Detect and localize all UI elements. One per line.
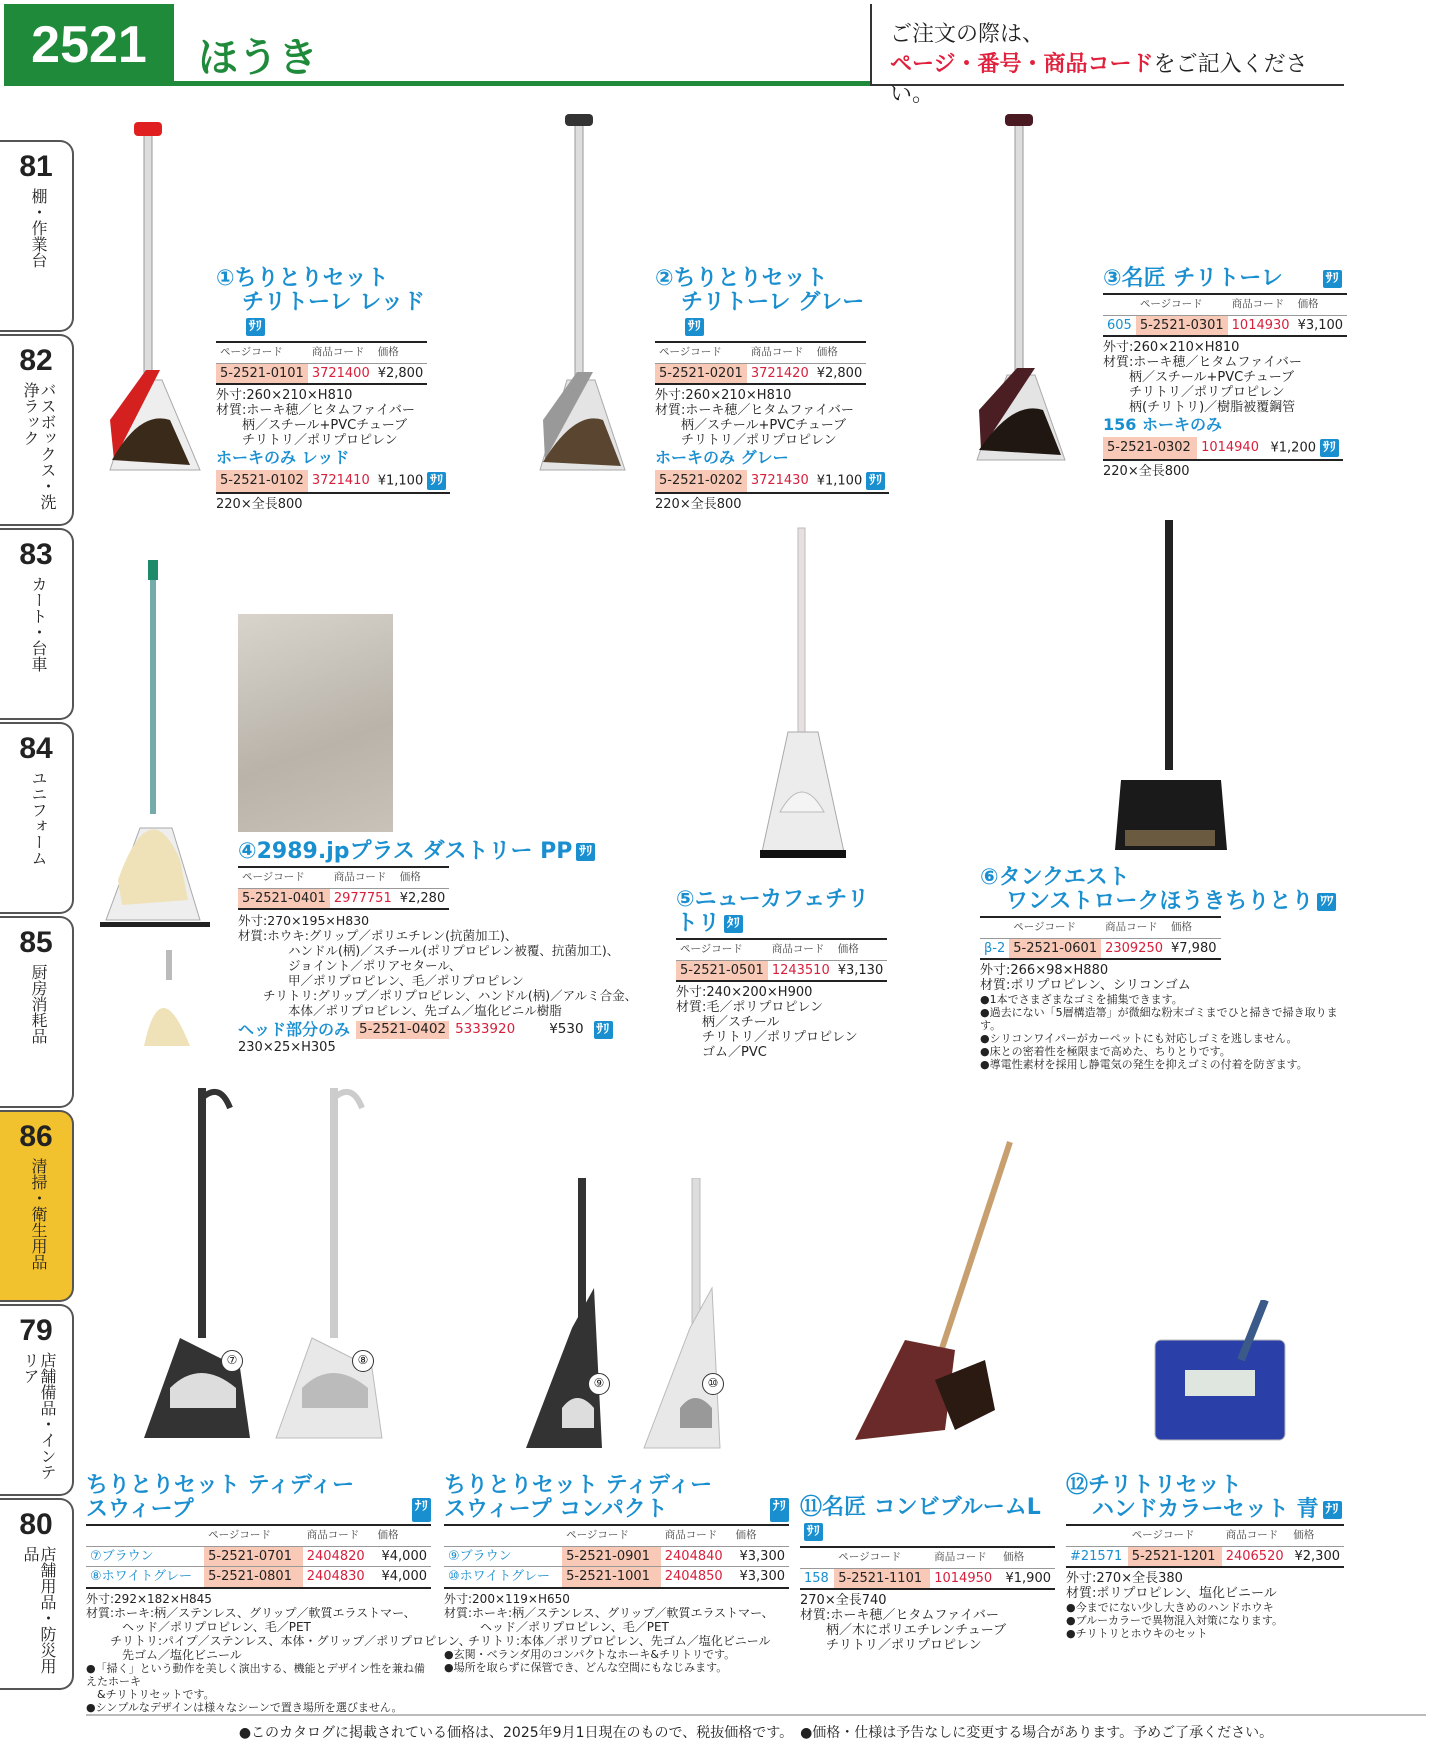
product-code: 2404820	[303, 1546, 374, 1567]
price: ¥1,200	[1270, 440, 1316, 456]
th-price: 価格	[1167, 917, 1221, 938]
price: ¥1,900	[999, 1568, 1055, 1589]
product-9-10-title2-text: スウィープ コンパクト	[444, 1497, 668, 1522]
note: ●導電性素材を採用し静電気の発生を抑えゴミの付着を防ぎます。	[980, 1058, 1308, 1071]
price: ¥1,100	[377, 473, 424, 489]
product-1-title2-text: チリトーレ レッド	[242, 290, 425, 315]
product-image-1	[100, 120, 210, 480]
table-row	[1103, 437, 1343, 460]
product-9-10	[444, 1474, 789, 1674]
color-variant: ⑩ホワイトグレー	[444, 1567, 562, 1588]
page-code: 5-2521-1101	[834, 1568, 930, 1589]
th-page: ページコード	[1136, 294, 1228, 315]
table-row	[86, 1546, 431, 1567]
note: ●1本でさまざまなゴミを捕集できます。	[980, 993, 1183, 1006]
th-blank	[1103, 294, 1136, 315]
product-1-sub: ホーキのみ レッド	[216, 448, 350, 467]
product-3-spec: 外寸:260×210×H810 材質:ホーキ穂／ヒタムファイバー 柄／スチール+PVCチューブ チリトリ／ポリプロピレン 柄(チリトリ)／樹脂被覆鋼管	[1103, 340, 1302, 415]
product-12-notes	[1066, 1601, 1344, 1640]
tab-number: 85	[19, 926, 53, 959]
price: ¥4,000	[374, 1546, 431, 1567]
price: ¥3,300	[732, 1567, 789, 1588]
note: ●玄関・ベランダ用のコンパクトなホーキ&チリトリです。	[444, 1647, 736, 1661]
note: ●シンプルなデザインは様々なシーンで置き場所を選びません。	[86, 1700, 403, 1714]
product-5-title	[676, 888, 881, 936]
badge-icon: ﾅﾘ	[770, 1498, 789, 1522]
product-5-title-text: ⑤ニューカフェチリトリ	[676, 887, 870, 936]
price: ¥3,300	[732, 1546, 789, 1567]
page-code: 5-2521-0302	[1103, 437, 1197, 460]
product-image-7	[140, 1088, 260, 1458]
usage-photo	[238, 614, 393, 832]
table-row	[86, 1567, 431, 1588]
model-number: 158	[800, 1568, 834, 1589]
th-price: 価格	[999, 1547, 1055, 1568]
product-11-title-text: ⑪名匠 コンビブルームL	[800, 1495, 1041, 1520]
th-code: 商品コード	[1228, 294, 1294, 315]
product-code: 1243510	[768, 960, 834, 981]
product-3-sub-spec: 220×全長800	[1103, 464, 1190, 479]
page-number: 2521	[4, 4, 174, 86]
product-11-title	[800, 1496, 1055, 1544]
product-6-spec: 外寸:266×98×H880 材質:ポリプロピレン、シリコンゴム	[980, 963, 1191, 993]
th-code: 商品コード	[1101, 917, 1167, 938]
product-5	[676, 887, 884, 1060]
product-5-table	[676, 938, 887, 982]
tab-84[interactable]	[0, 722, 74, 914]
badge-icon: ﾅﾘ	[1323, 1501, 1342, 1519]
price: ¥2,800	[374, 363, 428, 384]
product-9-10-title2	[444, 1498, 789, 1522]
product-7-8-table	[86, 1524, 431, 1589]
tab-86[interactable]	[0, 1110, 74, 1302]
price-cell	[813, 470, 890, 493]
product-code: 5333920	[455, 1021, 516, 1038]
page-code: 5-2521-0401	[238, 888, 330, 909]
th-blank	[86, 1525, 204, 1546]
product-4-sub-spec: 230×25×H305	[238, 1040, 336, 1055]
product-image-3	[965, 110, 1075, 470]
th-price: 価格	[374, 342, 428, 363]
product-3-table	[1103, 293, 1347, 337]
order-note-rest: をご記入ください。	[890, 52, 1308, 107]
head-only-image	[140, 950, 196, 1050]
product-4-title-text: ④2989.jpプラス ダストリー PP	[238, 839, 573, 864]
tab-number: 83	[19, 538, 53, 571]
price-cell	[1265, 437, 1343, 460]
th-code: 商品コード	[303, 1525, 374, 1546]
tab-label: バスボックス・洗浄ラック	[21, 382, 57, 510]
th-code: 商品コード	[1222, 1525, 1289, 1546]
tab-79[interactable]	[0, 1304, 74, 1496]
product-code: 1014940	[1197, 437, 1265, 460]
product-9-10-table	[444, 1524, 789, 1589]
product-1-title2	[216, 291, 426, 339]
badge-icon: ﾜﾜ	[1317, 893, 1336, 911]
product-9-10-notes	[444, 1648, 789, 1674]
product-12-title2	[1066, 1498, 1344, 1522]
th-price: 価格	[834, 939, 888, 960]
product-2-spec: 外寸:260×210×H810 材質:ホーキ穂／ヒタムファイバー 柄／スチール+PVCチューブ チリトリ／ポリプロピレン	[655, 388, 854, 448]
tab-label: 店舗用品・防災用品	[21, 1546, 57, 1674]
price: ¥530	[549, 1021, 584, 1038]
product-6-table	[980, 916, 1221, 960]
note: ●「掃く」という動作を美しく演出する、機能とデザイン性を兼ね備えたホーキ	[86, 1661, 425, 1688]
th-page: ページコード	[1009, 917, 1101, 938]
product-6-title2-text: ワンストロークほうきちりとり	[1006, 889, 1314, 914]
note: ●今までにない少し大きめのハンドホウキ	[1066, 1601, 1274, 1614]
product-7-8	[86, 1473, 471, 1714]
th-blank	[980, 917, 1009, 938]
th-page: ページコード	[676, 939, 768, 960]
th-code: 商品コード	[661, 1525, 732, 1546]
table-row	[1103, 315, 1347, 336]
tab-83[interactable]	[0, 528, 74, 720]
product-6-title2	[980, 890, 1340, 914]
th-page: ページコード	[562, 1525, 661, 1546]
badge-icon: ｻﾘ	[804, 1523, 823, 1541]
product-1-spec: 外寸:260×210×H810 材質:ホーキ穂／ヒタムファイバー 柄／スチール+PVCチューブ チリトリ／ポリプロピレン	[216, 388, 415, 448]
badge-icon: ﾅﾘ	[412, 1498, 431, 1522]
product-4-sub: ヘッド部分のみ	[238, 1020, 351, 1039]
product-2	[655, 266, 883, 512]
th-price: 価格	[374, 1525, 431, 1546]
product-1-sub-table	[216, 470, 450, 494]
tab-80[interactable]	[0, 1498, 74, 1690]
product-1-sub-spec: 220×全長800	[216, 497, 303, 512]
table-row	[676, 960, 887, 981]
product-image-9	[522, 1178, 612, 1458]
product-code: 2406520	[1222, 1546, 1289, 1567]
product-code: 3721410	[308, 470, 374, 493]
product-2-sub: ホーキのみ グレー	[655, 448, 789, 467]
th-price: 価格	[396, 867, 450, 888]
product-12-title1: ⑫チリトリセット	[1066, 1473, 1242, 1498]
product-11	[800, 1496, 1055, 1653]
th-price: 価格	[1294, 294, 1348, 315]
product-code: 1014950	[930, 1568, 999, 1589]
tab-85[interactable]	[0, 916, 74, 1108]
product-code: 1014930	[1228, 315, 1294, 336]
page-code: 5-2521-1001	[562, 1567, 661, 1588]
badge-icon: ﾀﾘ	[724, 915, 743, 933]
th-page: ページコード	[1128, 1525, 1222, 1546]
product-11-spec: 270×全長740 材質:ホーキ穂／ヒタムファイバー 柄／木にポリエチレンチューブ チリトリ／ポリプロピレン	[800, 1593, 1007, 1653]
label-10: ⑩	[702, 1373, 724, 1395]
table-row	[216, 363, 427, 384]
tab-label: 店舗備品・インテリア	[21, 1352, 57, 1480]
tab-number: 84	[19, 732, 53, 765]
table-row	[655, 363, 866, 384]
product-3-title	[1103, 267, 1343, 291]
product-3	[1103, 267, 1343, 479]
page-code: 5-2521-0501	[676, 960, 768, 981]
product-12-table	[1066, 1524, 1344, 1568]
product-2-table	[655, 341, 866, 385]
th-price: 価格	[1289, 1525, 1344, 1546]
page-code: 5-2521-0402	[356, 1021, 449, 1039]
product-code: 2404830	[303, 1567, 374, 1588]
product-3-title-text: ③名匠 チリトーレ	[1103, 266, 1283, 291]
th-page: ページコード	[238, 867, 330, 888]
th-code: 商品コード	[330, 867, 396, 888]
tab-label: 棚・作業台	[29, 188, 48, 268]
order-note-line2	[890, 50, 1344, 110]
product-5-spec: 外寸:240×200×H900 材質:毛／ポリプロピレン 柄／スチール チリトリ／ポリプロピレン ゴム／PVC	[676, 985, 858, 1060]
product-code: 2404850	[661, 1567, 732, 1588]
th-code: 商品コード	[930, 1547, 999, 1568]
price: ¥7,980	[1167, 938, 1221, 959]
th-blank	[800, 1547, 834, 1568]
table-row	[1066, 1546, 1344, 1567]
th-page: ページコード	[655, 342, 747, 363]
price: ¥2,280	[396, 888, 450, 909]
price: ¥1,100	[816, 473, 863, 489]
badge-icon: ｻﾘ	[866, 472, 885, 490]
table-row	[444, 1567, 789, 1588]
product-4-table	[238, 866, 449, 910]
product-7-8-title2-text: スウィープ	[86, 1497, 194, 1522]
product-1-title1: ①ちりとりセット	[216, 266, 389, 291]
order-note-red: ページ・番号・商品コード	[890, 52, 1154, 77]
product-image-4	[100, 560, 210, 940]
footer-note: ●このカタログに掲載されている価格は、2025年9月1日現在のもので、税抜価格です。 ●価格・仕様は予告なしに変更する場合があります。予めご了承ください。	[86, 1714, 1426, 1742]
product-image-2	[525, 110, 635, 480]
price: ¥2,300	[1289, 1546, 1344, 1567]
product-2-title1: ②ちりとりセット	[655, 266, 828, 291]
product-code: 3721400	[308, 363, 374, 384]
page-code: 5-2521-1201	[1128, 1546, 1222, 1567]
note: ●床との密着性を極限まで高めた、ちりとりです。	[980, 1045, 1231, 1058]
product-2-sub-spec: 220×全長800	[655, 497, 742, 512]
note: ●ブルーカラーで異物混入対策になります。	[1066, 1614, 1284, 1627]
product-image-8	[272, 1088, 392, 1458]
product-2-title2	[655, 291, 865, 339]
badge-icon: ｻﾘ	[246, 318, 265, 336]
product-code: 2404840	[661, 1546, 732, 1567]
th-price: 価格	[813, 342, 867, 363]
color-variant: ⑧ホワイトグレー	[86, 1567, 204, 1588]
product-3-sub: 156 ホーキのみ	[1103, 415, 1222, 434]
th-page: ページコード	[216, 342, 308, 363]
table-row	[980, 938, 1221, 959]
tab-label: ユニフォーム	[29, 770, 48, 866]
table-row	[655, 470, 889, 493]
product-12	[1066, 1474, 1344, 1640]
product-3-sub-table	[1103, 437, 1343, 461]
price: ¥2,800	[813, 363, 867, 384]
color-variant: ⑨ブラウン	[444, 1546, 562, 1567]
page-code: 5-2521-0202	[655, 470, 747, 493]
product-6-notes	[980, 993, 1340, 1071]
product-4-title	[238, 840, 658, 864]
tab-label: 清掃・衛生用品	[29, 1158, 48, 1270]
th-code: 商品コード	[308, 342, 374, 363]
product-code: 3721420	[747, 363, 813, 384]
product-12-title2-text: ハンドカラーセット 青	[1092, 1497, 1319, 1522]
model-number: #21571	[1066, 1546, 1128, 1567]
badge-icon: ｻﾘ	[594, 1021, 613, 1039]
table-row	[216, 470, 450, 493]
th-page: ページコード	[204, 1525, 303, 1546]
note: ●過去にない「5層構造箒」が微細な粉末ゴミまでひと掃きで掃き取ります。	[980, 1006, 1338, 1032]
th-blank	[1066, 1525, 1128, 1546]
page-code: 5-2521-0101	[216, 363, 308, 384]
product-image-12	[1145, 1300, 1295, 1450]
tab-number: 79	[19, 1314, 53, 1347]
badge-icon: ｻﾘ	[1320, 439, 1339, 457]
price: ¥3,130	[834, 960, 888, 981]
th-blank	[444, 1525, 562, 1546]
th-code: 商品コード	[747, 342, 813, 363]
page-title: ほうき	[198, 35, 318, 81]
order-note	[870, 4, 1344, 107]
product-6-title1: ⑥タンクエスト	[980, 865, 1130, 890]
product-2-sub-table	[655, 470, 889, 494]
model-number: 605	[1103, 315, 1136, 336]
product-7-8-title1: ちりとりセット ティディー	[86, 1473, 355, 1498]
product-4-sub-line	[238, 1020, 658, 1040]
tab-number: 81	[19, 150, 53, 183]
tab-label: カート・台車	[29, 576, 48, 672]
product-code: 3721430	[747, 470, 813, 493]
product-4-spec: 外寸:270×195×H830 材質:ホウキ:グリップ／ポリエチレン(抗菌加工)、 ハンドル(柄)／スチール(ポリプロピレン被覆、抗菌加工)、 ジョイント／ポリアセタール、 甲／ポリプロピレン、毛／ポリプロピレン チリトリ:グリップ／ポリプロピレン、ハンドル(柄)／アルミ合金、 本体／ポリプロピレン、先ゴム／塩化ビニル樹脂	[238, 913, 638, 1018]
table-row	[238, 888, 449, 909]
product-2-title2-text: チリトーレ グレー	[681, 290, 865, 315]
badge-icon: ｻﾘ	[576, 843, 595, 861]
page-code: 5-2521-0701	[204, 1546, 303, 1567]
th-page: ページコード	[834, 1547, 930, 1568]
note: ●シリコンワイパーがカーペットにも対応しゴミを逃しません。	[980, 1032, 1298, 1045]
price-cell	[374, 470, 451, 493]
price: ¥3,100	[1294, 315, 1348, 336]
table-row	[444, 1546, 789, 1567]
label-8: ⑧	[352, 1350, 374, 1372]
product-11-table	[800, 1546, 1055, 1590]
page-code: 5-2521-0301	[1136, 315, 1228, 336]
product-1-table	[216, 341, 427, 385]
th-price: 価格	[732, 1525, 789, 1546]
tab-82[interactable]	[0, 334, 74, 526]
tab-label: 厨房消耗品	[29, 964, 48, 1044]
product-6	[980, 866, 1340, 1071]
product-code: 2309250	[1101, 938, 1167, 959]
page-code: 5-2521-0201	[655, 363, 747, 384]
price: ¥4,000	[374, 1567, 431, 1588]
tab-81[interactable]	[0, 140, 74, 332]
table-row	[800, 1568, 1055, 1589]
model-number: β-2	[980, 938, 1009, 959]
product-7-8-spec: 外寸:292×182×H845 材質:ホーキ:柄／ステンレス、グリップ／軟質エラストマー、 ヘッド／ポリプロピレン、毛／PET チリトリ:パイプ／ステンレス、本体・グリップ／ポリプロピレン、 先ゴム／塩化ビニール	[86, 1591, 471, 1662]
tab-number: 82	[19, 344, 53, 377]
label-7: ⑦	[221, 1350, 243, 1372]
page-code: 5-2521-0901	[562, 1546, 661, 1567]
page-code: 5-2521-0601	[1009, 938, 1101, 959]
product-1	[216, 266, 444, 512]
product-9-10-spec: 外寸:200×119×H650 材質:ホーキ:柄／ステンレス、グリップ／軟質エラストマー、 ヘッド／ポリプロピレン、毛／PET チリトリ:本体／ポリプロピレン、先ゴム／塩化ビニール	[444, 1591, 774, 1648]
product-12-spec: 外寸:270×全長380 材質:ポリプロピレン、塩化ビニール	[1066, 1571, 1277, 1601]
badge-icon: ｻﾘ	[685, 318, 704, 336]
product-7-8-notes	[86, 1662, 431, 1714]
product-image-10	[640, 1178, 730, 1458]
product-image-11	[845, 1140, 1015, 1460]
product-9-10-title1: ちりとりセット ティディー	[444, 1473, 713, 1498]
color-variant: ⑦ブラウン	[86, 1546, 204, 1567]
note: &チリトリセットです。	[86, 1687, 215, 1701]
product-image-5	[752, 522, 852, 872]
badge-icon: ｻﾘ	[427, 472, 446, 490]
label-9: ⑨	[588, 1373, 610, 1395]
product-7-8-title2	[86, 1498, 431, 1522]
th-code: 商品コード	[768, 939, 834, 960]
tab-number: 86	[19, 1120, 53, 1153]
note: ●チリトリとホウキのセット	[1066, 1627, 1208, 1640]
note: ●場所を取らずに保管でき、どんな空間にもなじみます。	[444, 1660, 728, 1674]
product-code: 2977751	[330, 888, 396, 909]
page-code: 5-2521-0102	[216, 470, 308, 493]
tab-number: 80	[19, 1508, 53, 1541]
badge-icon: ｻﾘ	[1323, 270, 1342, 288]
product-4	[238, 840, 658, 1055]
product-image-6	[1105, 520, 1235, 860]
order-note-line1: ご注文の際は、	[890, 22, 1045, 47]
page-code: 5-2521-0801	[204, 1567, 303, 1588]
